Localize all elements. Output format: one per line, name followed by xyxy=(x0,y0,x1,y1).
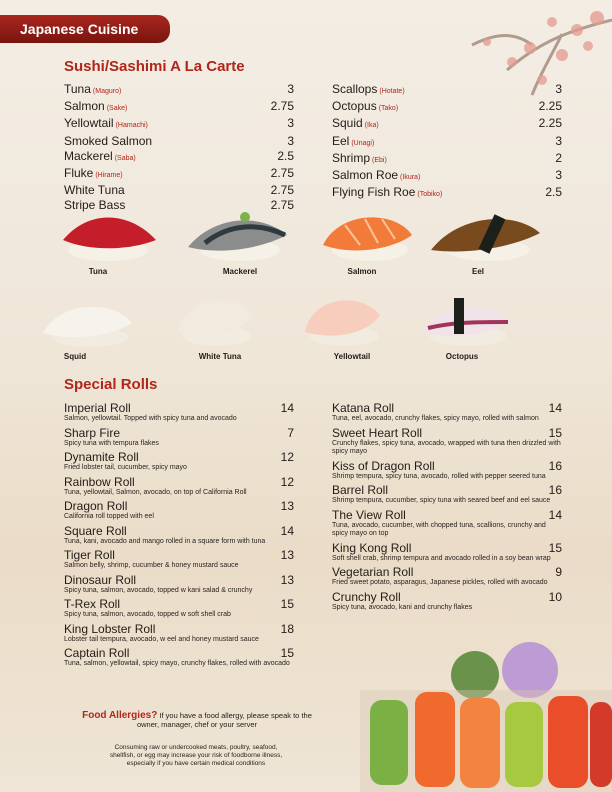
item-name: Eel xyxy=(332,133,350,148)
item-price: 2.25 xyxy=(538,99,562,114)
roll-price: 14 xyxy=(280,523,294,538)
item-name: Salmon Roe xyxy=(332,168,399,183)
roll-description: Shrimp tempura, cucumber, spicy tuna with seared beef and eel sauce xyxy=(332,497,551,504)
roll-item xyxy=(64,500,294,522)
roll-header xyxy=(64,500,294,513)
item-japanese-name: (Tako) xyxy=(378,105,399,113)
list-item xyxy=(64,134,294,149)
roll-name: King Kong Roll xyxy=(332,540,412,555)
roll-price: 10 xyxy=(548,589,562,604)
item-price: 3 xyxy=(287,133,294,148)
rolls-section-title: Special Rolls xyxy=(64,376,158,393)
item-name-wrap xyxy=(332,116,379,133)
item-name: Flying Fish Roe xyxy=(332,185,416,200)
caption-eel: Eel xyxy=(471,267,484,276)
roll-name: King Lobster Roll xyxy=(64,621,156,636)
sashimi-list-left xyxy=(64,82,294,214)
item-price: 3 xyxy=(555,168,562,183)
item-price: 2.75 xyxy=(270,99,294,114)
roll-price: 7 xyxy=(287,425,294,440)
roll-name: Sweet Heart Roll xyxy=(332,425,423,440)
sashimi-section-title: Sushi/Sashimi A La Carte xyxy=(64,58,245,75)
page-banner: Japanese Cuisine xyxy=(0,15,170,43)
item-price: 3 xyxy=(287,116,294,131)
item-price: 2 xyxy=(555,150,562,165)
roll-price: 14 xyxy=(548,401,562,415)
roll-header xyxy=(64,549,294,562)
consumption-warning: Consuming raw or undercooked meats, poultry, seafood, shellfish, or egg may increase your risk of foodborne illness, especially if you have certain medical conditions xyxy=(109,744,283,767)
food-allergy-notice xyxy=(82,711,312,729)
roll-item xyxy=(64,525,294,547)
roll-header xyxy=(332,427,562,440)
roll-header xyxy=(64,598,294,611)
item-name-wrap xyxy=(64,82,121,99)
item-japanese-name: (Ebi) xyxy=(372,156,387,164)
roll-header xyxy=(64,427,294,440)
allergy-title: Food Allergies? xyxy=(82,710,158,721)
roll-price: 9 xyxy=(555,565,562,579)
roll-price: 13 xyxy=(280,499,294,513)
item-name: Octopus xyxy=(332,99,377,114)
list-item xyxy=(64,99,294,116)
item-name-wrap xyxy=(64,134,152,149)
roll-description: Tuna, yellowtail, Salmon, avocado, on top of California Roll xyxy=(64,488,247,496)
item-price: 2.5 xyxy=(277,148,294,163)
roll-description: Salmon, yellowtail. Topped with spicy tuna and avocado xyxy=(64,415,237,422)
item-japanese-name: (Hirame) xyxy=(95,172,123,180)
roll-item xyxy=(64,402,294,424)
list-item xyxy=(332,185,562,202)
item-japanese-name: (Unagi) xyxy=(351,139,375,147)
list-item xyxy=(332,168,562,185)
item-price: 2.75 xyxy=(270,166,294,181)
roll-name: Sharp Fire xyxy=(64,425,121,440)
roll-item xyxy=(64,574,294,596)
item-name-wrap xyxy=(64,149,136,166)
roll-description: Spicy tuna, salmon, avocado, topped w soft shell crab xyxy=(64,611,231,618)
list-item xyxy=(64,116,294,133)
roll-description: Soft shell crab, shrimp tempura and avocado rolled in a soy bean wrap xyxy=(332,554,551,562)
roll-price: 15 xyxy=(548,425,562,440)
roll-item xyxy=(64,598,294,620)
roll-item xyxy=(332,402,562,424)
roll-description: Tuna, avocado, cucumber, with chopped tuna, scallions, crunchy and spicy mayo on top xyxy=(332,521,546,537)
roll-price: 15 xyxy=(280,597,294,611)
roll-header xyxy=(64,574,294,587)
item-name: Scallops xyxy=(332,82,378,96)
roll-description: Tuna, kani, avocado and mango rolled in a square form with tuna xyxy=(64,537,266,545)
roll-item xyxy=(64,476,294,498)
yellowtail-nigiri-photo xyxy=(302,290,382,350)
roll-description: Crunchy flakes, spicy tuna, avocado, wrapped with tuna then drizzled with spicy mayo xyxy=(332,439,561,455)
item-price: 3 xyxy=(555,82,562,96)
roll-price: 16 xyxy=(548,483,562,497)
roll-name: Barrel Roll xyxy=(332,483,389,497)
roll-description: Lobster tail tempura, avocado, w eel and honey mustard sauce xyxy=(64,635,259,643)
roll-item xyxy=(332,509,562,539)
roll-item xyxy=(332,484,562,506)
rolls-list-left xyxy=(64,402,294,672)
roll-description: Spicy tuna, salmon, avocado, topped w kani salad & crunchy xyxy=(64,586,253,594)
octopus-nigiri-photo xyxy=(418,292,513,350)
roll-name: The View Roll xyxy=(332,507,406,522)
item-price: 3 xyxy=(555,133,562,148)
item-name-wrap xyxy=(64,99,127,116)
item-japanese-name: (Saba) xyxy=(114,154,136,162)
roll-price: 14 xyxy=(548,507,562,522)
roll-name: Dinosaur Roll xyxy=(64,572,137,587)
list-item xyxy=(64,82,294,99)
caption-mackerel: Mackerel xyxy=(222,267,258,276)
list-item xyxy=(64,183,294,198)
roll-header xyxy=(64,476,294,489)
roll-price: 15 xyxy=(280,646,294,660)
item-name: White Tuna xyxy=(64,183,125,198)
roll-item xyxy=(64,623,294,645)
roll-item xyxy=(332,460,562,482)
item-japanese-name: (Tobiko) xyxy=(417,191,443,199)
item-price: 2.5 xyxy=(545,185,562,200)
roll-description: Salmon belly, shrimp, cucumber & honey mustard sauce xyxy=(64,562,239,569)
roll-header xyxy=(64,623,294,636)
item-japanese-name: (Ika) xyxy=(364,122,379,130)
roll-price: 13 xyxy=(280,548,294,562)
item-name: Stripe Bass xyxy=(64,198,126,213)
rolls-list-right xyxy=(332,402,562,615)
roll-header xyxy=(64,402,294,415)
roll-name: Dynamite Roll xyxy=(64,450,139,464)
roll-header xyxy=(64,647,294,660)
caption-tuna: Tuna xyxy=(88,267,108,276)
caption-white-tuna: White Tuna xyxy=(198,352,242,361)
roll-name: Captain Roll xyxy=(64,646,130,660)
item-price: 2.25 xyxy=(538,116,562,131)
item-japanese-name: (Hamachi) xyxy=(115,122,148,130)
roll-description: California roll topped with eel xyxy=(64,513,154,520)
list-item xyxy=(332,151,562,168)
roll-description: Shrimp tempura, spicy tuna, avocado, rolled with pepper seered tuna xyxy=(332,472,546,480)
item-name: Smoked Salmon xyxy=(64,133,153,148)
item-name: Tuna xyxy=(64,82,91,96)
item-name: Shrimp xyxy=(332,150,371,165)
roll-price: 12 xyxy=(280,450,294,464)
roll-price: 13 xyxy=(280,572,294,587)
caption-squid: Squid xyxy=(63,352,87,361)
item-name-wrap xyxy=(64,116,148,133)
roll-header xyxy=(332,509,562,522)
item-name-wrap xyxy=(332,185,442,202)
list-item xyxy=(64,166,294,183)
roll-name: Crunchy Roll xyxy=(332,589,401,604)
roll-price: 16 xyxy=(548,458,562,473)
roll-item xyxy=(64,549,294,571)
roll-description: Tuna, salmon, yellowtail, spicy mayo, crunchy flakes, rolled with avocado xyxy=(64,660,290,667)
item-name-wrap xyxy=(332,82,405,99)
roll-item xyxy=(332,542,562,564)
item-price: 2.75 xyxy=(270,183,294,198)
roll-header xyxy=(332,402,562,415)
item-name-wrap xyxy=(332,168,420,185)
list-item xyxy=(64,149,294,166)
item-price: 2.75 xyxy=(270,198,294,213)
item-japanese-name: (Sake) xyxy=(106,105,128,113)
item-name-wrap xyxy=(332,99,398,116)
item-name: Salmon xyxy=(64,99,105,114)
roll-header xyxy=(332,566,562,579)
salmon-nigiri-photo xyxy=(320,205,415,265)
caption-yellowtail: Yellowtail xyxy=(333,352,371,361)
item-name-wrap xyxy=(64,166,123,183)
item-name: Mackerel xyxy=(64,148,113,163)
squid-nigiri-photo xyxy=(40,295,135,350)
roll-name: Vegetarian Roll xyxy=(332,565,414,579)
roll-name: Katana Roll xyxy=(332,401,395,415)
tuna-nigiri-photo xyxy=(58,205,158,265)
roll-price: 12 xyxy=(280,474,294,489)
list-item xyxy=(332,82,562,99)
caption-salmon: Salmon xyxy=(347,267,377,276)
item-japanese-name: (Ikura) xyxy=(400,174,421,182)
roll-price: 18 xyxy=(280,621,294,636)
item-name: Fluke xyxy=(64,166,94,181)
item-japanese-name: (Hotate) xyxy=(379,88,405,95)
item-name-wrap xyxy=(332,151,387,168)
roll-name: Rainbow Roll xyxy=(64,474,135,489)
item-name-wrap xyxy=(332,134,374,151)
list-item xyxy=(332,99,562,116)
item-name-wrap xyxy=(64,183,125,198)
roll-name: Tiger Roll xyxy=(64,548,115,562)
allergy-text: If you have a food allergy, please speak to the owner, manager, chef or your server xyxy=(136,711,312,729)
mackerel-nigiri-photo xyxy=(185,205,290,265)
roll-name: Square Roll xyxy=(64,523,127,538)
roll-header xyxy=(332,460,562,473)
roll-description: Fried lobster tail, cucumber, spicy mayo xyxy=(64,464,187,471)
item-japanese-name: (Maguro) xyxy=(92,88,122,95)
roll-item xyxy=(332,591,562,613)
roll-item xyxy=(332,566,562,588)
caption-octopus: Octopus xyxy=(445,352,479,361)
list-item xyxy=(332,134,562,151)
roll-header xyxy=(332,484,562,497)
roll-header xyxy=(332,591,562,604)
roll-name: T-Rex Roll xyxy=(64,597,121,611)
eel-nigiri-photo xyxy=(428,205,543,265)
roll-name: Kiss of Dragon Roll xyxy=(332,458,435,473)
sushi-rolls-photo xyxy=(360,630,612,792)
roll-price: 14 xyxy=(280,401,294,415)
roll-item xyxy=(64,427,294,449)
roll-item xyxy=(64,451,294,473)
roll-header xyxy=(332,542,562,555)
sashimi-list-right xyxy=(332,82,562,202)
item-name: Yellowtail xyxy=(64,116,114,131)
roll-description: Fried sweet potato, asparagus, Japanese pickles, rolled with avocado xyxy=(332,579,548,586)
item-price: 3 xyxy=(287,82,294,96)
item-name: Squid xyxy=(332,116,363,131)
roll-description: Spicy tuna, avocado, kani and crunchy flakes xyxy=(332,603,473,611)
list-item xyxy=(332,116,562,133)
roll-name: Dragon Roll xyxy=(64,499,128,513)
roll-price: 15 xyxy=(548,540,562,555)
roll-header xyxy=(64,451,294,464)
roll-item xyxy=(64,647,294,669)
roll-description: Spicy tuna with tempura flakes xyxy=(64,439,159,447)
roll-name: Imperial Roll xyxy=(64,401,131,415)
roll-item xyxy=(332,427,562,457)
roll-description: Tuna, eel, avocado, crunchy flakes, spicy mayo, rolled with salmon xyxy=(332,415,539,422)
roll-header xyxy=(64,525,294,538)
white-tuna-nigiri-photo xyxy=(175,290,255,350)
